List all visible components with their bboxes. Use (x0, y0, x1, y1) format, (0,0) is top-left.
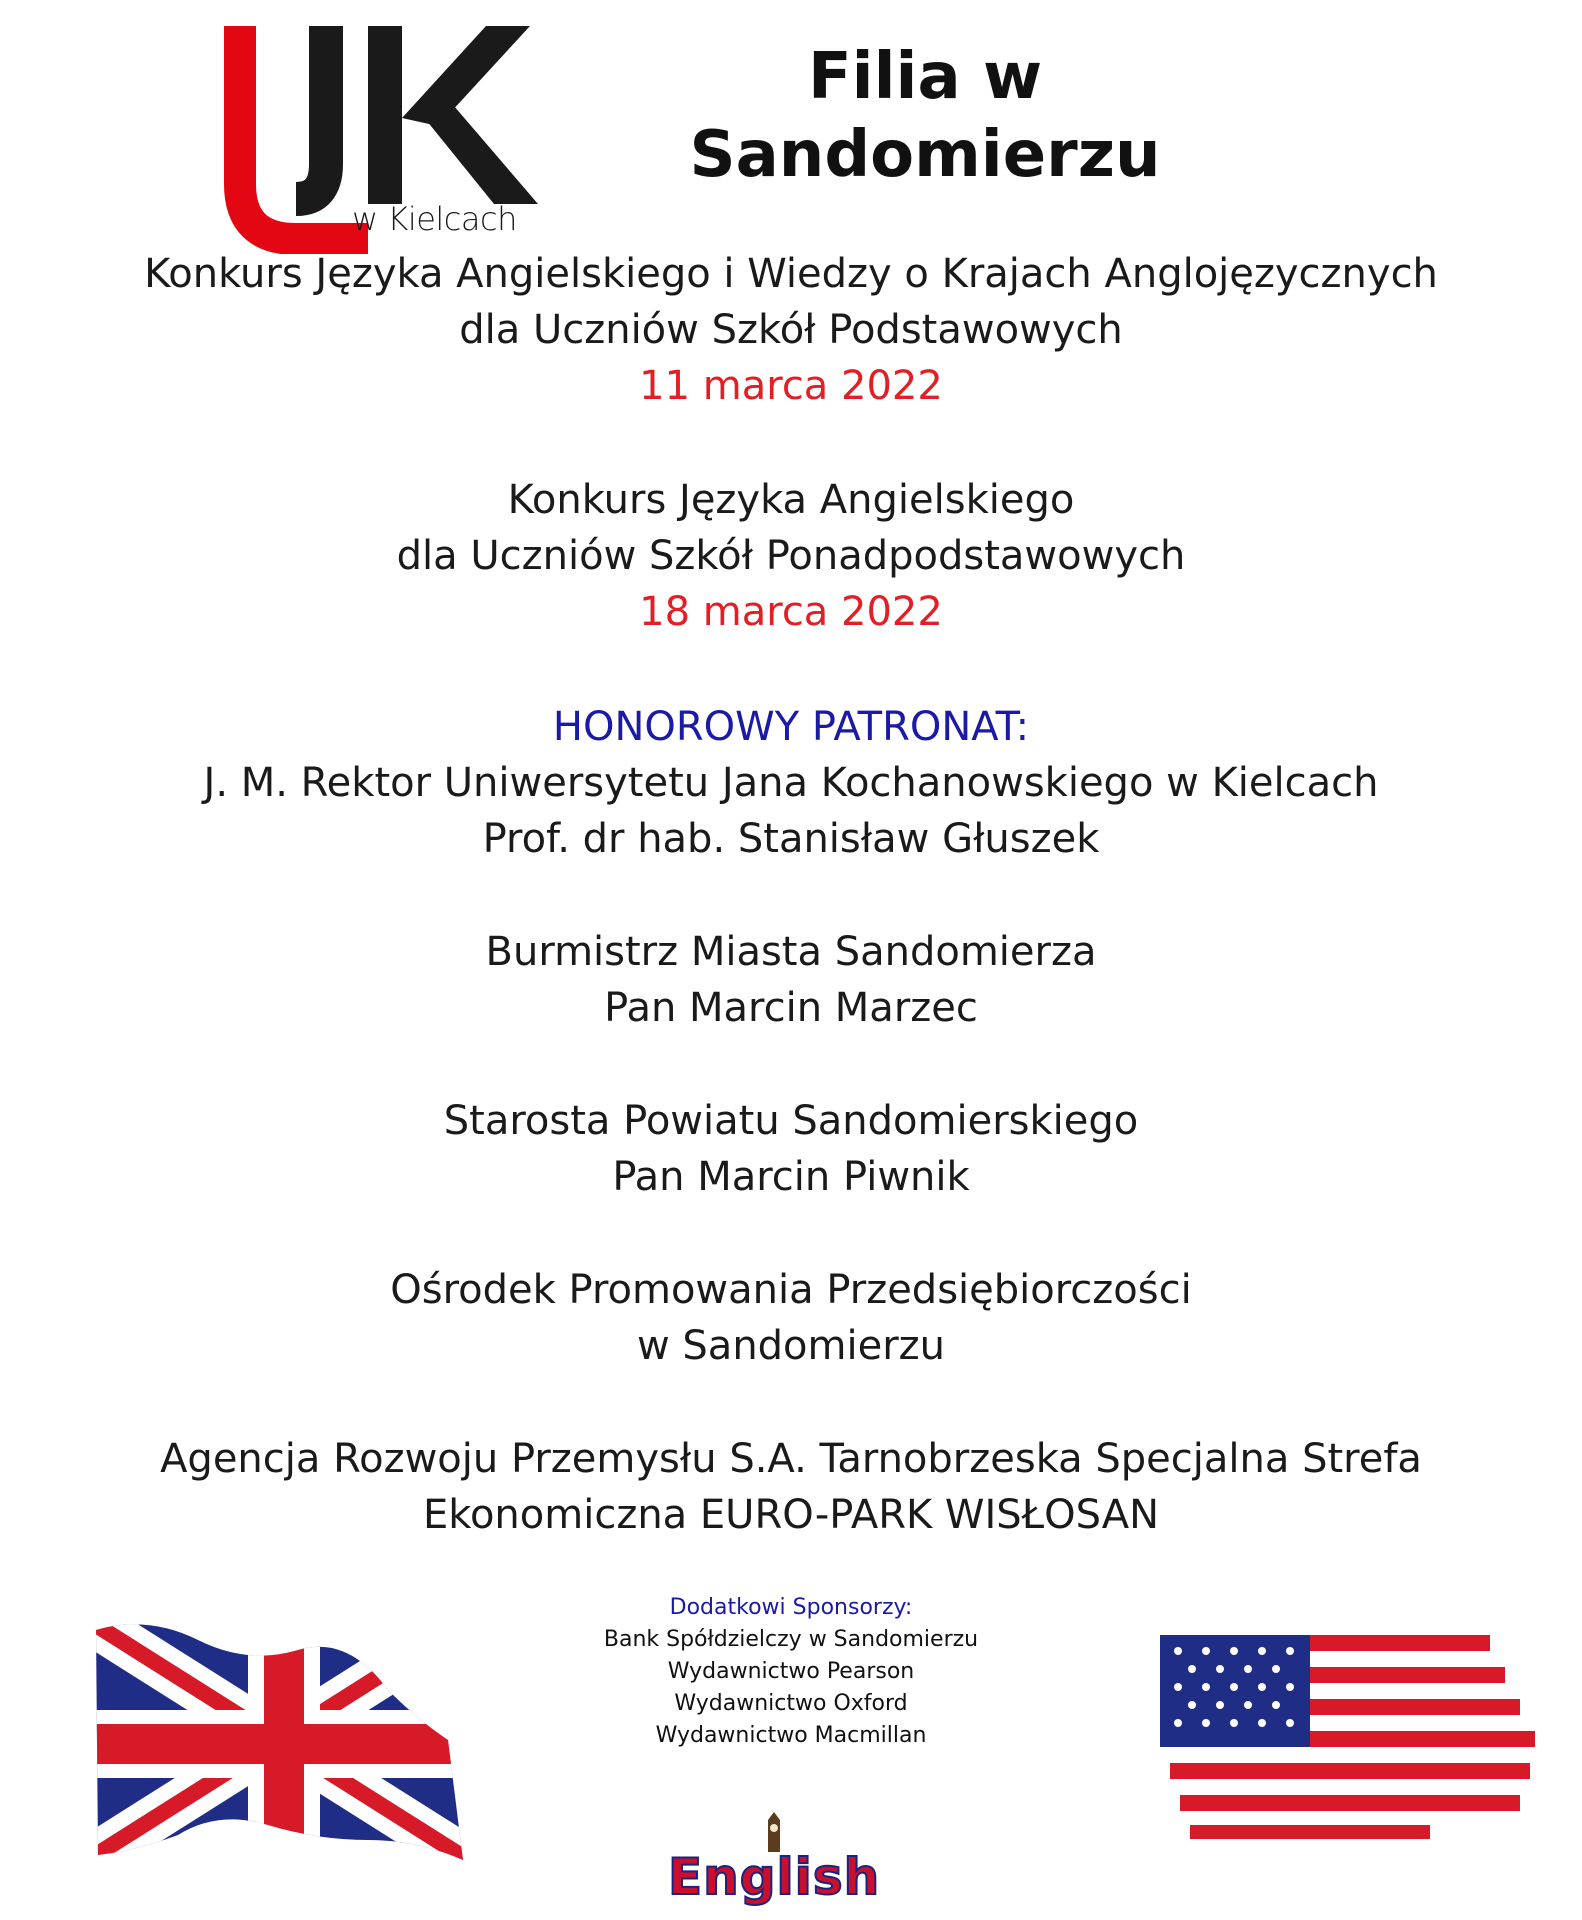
patron-line: Burmistrz Miasta Sandomierza (485, 929, 1097, 975)
patronage-heading: HONOROWY PATRONAT: (552, 704, 1030, 750)
patron-line: w Sandomierzu (636, 1323, 946, 1369)
patron-line: J. M. Rektor Uniwersytetu Jana Kochanowskiego w Kielcach (203, 760, 1379, 806)
sponsors-block (520, 1592, 1062, 1752)
title-line-2: Sandomierzu (689, 118, 1161, 192)
patron-line: Agencja Rozwoju Przemysłu S.A. Tarnobrzeska Specjalna Strefa (160, 1436, 1422, 1482)
contest2-line1: Konkurs Języka Angielskiego (507, 477, 1075, 523)
english-logo (668, 1812, 881, 1912)
patron-line: Pan Marcin Piwnik (612, 1154, 970, 1200)
patron-line: Prof. dr hab. Stanisław Głuszek (482, 816, 1100, 862)
patron-line: Starosta Powiatu Sandomierskiego (443, 1098, 1139, 1144)
sponsors-heading: Dodatkowi Sponsorzy: (669, 1595, 913, 1620)
sponsor-item: Wydawnictwo Oxford (674, 1691, 908, 1716)
page-title (640, 38, 1210, 194)
patron-line: Ekonomiczna EURO-PARK WISŁOSAN (422, 1492, 1160, 1538)
title-line-1: Filia w (807, 40, 1043, 114)
contest1-line2: dla Uczniów Szkół Podstawowych (459, 307, 1123, 353)
uk-flag-icon (88, 1610, 468, 1870)
contest1-date: 11 marca 2022 (639, 363, 943, 409)
sponsor-item: Wydawnictwo Pearson (667, 1659, 915, 1684)
contest1-line1: Konkurs Języka Angielskiego i Wiedzy o Krajach Anglojęzycznych (144, 251, 1438, 297)
us-flag-icon (1150, 1625, 1540, 1845)
sponsor-item: Wydawnictwo Macmillan (655, 1723, 927, 1748)
patron-line: Pan Marcin Marzec (604, 985, 978, 1031)
logo-subtitle: w Kielcach (352, 200, 517, 238)
sponsor-item: Bank Spółdzielczy w Sandomierzu (603, 1627, 979, 1652)
contest2-line2: dla Uczniów Szkół Ponadpodstawowych (396, 533, 1186, 579)
big-ben-icon (668, 1812, 878, 1852)
patron-line: Ośrodek Promowania Przedsiębiorczości (390, 1267, 1192, 1313)
contest2-date: 18 marca 2022 (639, 589, 943, 635)
english-logo-text: English (668, 1848, 881, 1906)
